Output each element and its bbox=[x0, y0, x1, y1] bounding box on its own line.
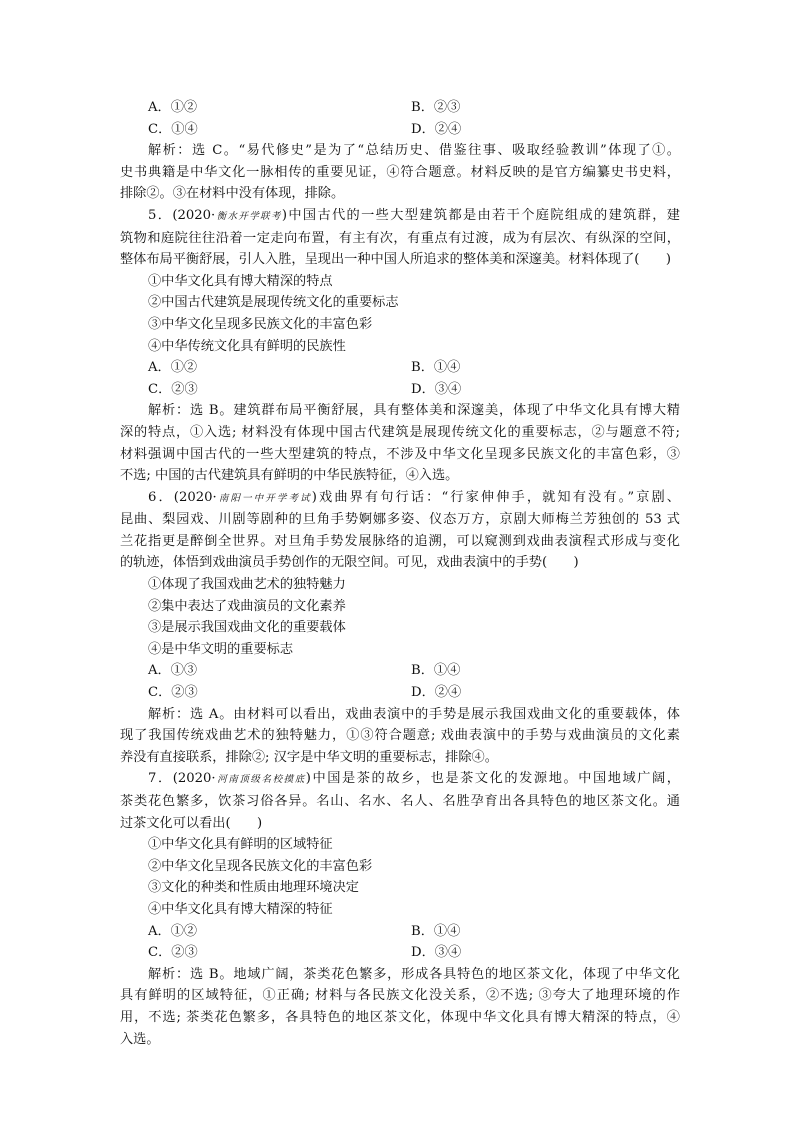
option-b: B．②③ bbox=[411, 100, 461, 115]
option-row bbox=[148, 921, 680, 943]
option-a: A．①② bbox=[148, 923, 198, 939]
question-number: 7．(2020· bbox=[148, 771, 216, 787]
stem-line: 过茶文化可以看出( ) bbox=[120, 815, 263, 831]
statement-item: ④中华文化具有博大精深的特征 bbox=[148, 901, 333, 917]
answer-line: 现了我国传统戏曲艺术的独特魅力，①③符合题意; 戏曲表演中的手势与戏曲演员的文化素 bbox=[120, 728, 680, 744]
stem-text: )中国古代的一些大型建筑都是由若干个庭院组成的建筑群，建 bbox=[281, 207, 680, 223]
answer-line: 用，不选; 茶类花色繁多，各具特色的地区茶文化，体现中华文化具有博大精深的特点，④ bbox=[120, 1009, 680, 1025]
statement-item: ②集中表达了戏曲演员的文化素养 bbox=[148, 598, 346, 614]
stem-line: 茶类花色繁多，饮茶习俗各异。名山、名水、名人、名胜孕育出各具特色的地区茶文化。通 bbox=[120, 794, 680, 809]
option-c: C．①④ bbox=[148, 121, 198, 137]
question-source: 衡水开学联考 bbox=[215, 210, 282, 222]
question-7-stem bbox=[148, 768, 680, 791]
question-5-stem bbox=[148, 205, 680, 228]
statement-item: ④中华传统文化具有鲜明的民族性 bbox=[148, 338, 346, 354]
statement-item: ③是展示我国戏曲文化的重要载体 bbox=[148, 620, 346, 636]
answer-line: 排除②。③在材料中没有体现，排除。 bbox=[120, 186, 345, 202]
option-b: B．①④ bbox=[411, 923, 461, 939]
option-b: B．①④ bbox=[411, 663, 461, 679]
statement-item: ①中华文化具有博大精深的特点 bbox=[148, 273, 333, 289]
option-row bbox=[148, 119, 680, 141]
stem-text: )中国是茶的故乡，也是茶文化的发源地。中国地域广阔， bbox=[305, 771, 680, 787]
option-row bbox=[148, 379, 680, 401]
answer-line: 材料强调中国古代的一些大型建筑的特点，不涉及中华文化呈现多民族文化的丰富色彩，③ bbox=[120, 446, 680, 462]
stem-line: 的轨迹，体悟到戏曲演员手势创作的无限空间。可见，戏曲表演中的手势( ) bbox=[120, 555, 579, 571]
option-row bbox=[148, 682, 680, 704]
answer-line: 解析：选 B。地域广阔，茶类花色繁多，形成各具特色的地区茶文化，体现了中华文化 bbox=[148, 966, 680, 982]
answer-line: 入选。 bbox=[120, 1031, 160, 1047]
question-source: 河南顶级名校摸底 bbox=[215, 774, 306, 786]
option-c: C．②③ bbox=[148, 381, 198, 397]
option-d: D．②④ bbox=[411, 685, 462, 701]
option-row bbox=[148, 942, 680, 964]
answer-line: 解析：选 B。建筑群布局平衡舒展，具有整体美和深邃美，体现了中华文化具有博大精 bbox=[148, 403, 680, 419]
stem-line: 筑物和庭院往往沿着一定走向布置，有主有次，有重点有过渡，成为有层次、有纵深的空间， bbox=[120, 230, 680, 246]
statement-item: ①中华文化具有鲜明的区域特征 bbox=[148, 837, 333, 853]
answer-line: 具有鲜明的区域特征，①正确; 材料与各民族文化没关系，②不选; ③夸大了地理环境的作 bbox=[120, 988, 680, 1004]
option-a: A．①② bbox=[148, 360, 198, 376]
question-source: 南阳一中开学考试 bbox=[216, 492, 312, 504]
stem-line: 昆曲、梨园戏、川剧等剧种的旦角手势婀娜多姿、仪态万方，京剧大师梅兰芳独创的 53 式 bbox=[120, 512, 680, 528]
option-a: A．①② bbox=[148, 100, 198, 115]
stem-line: 兰花指更是醉倒全世界。对旦角手势发展脉络的追溯，可以窥测到戏曲表演程式形成与变化 bbox=[120, 533, 680, 549]
option-d: D．②④ bbox=[411, 121, 462, 137]
question-6-stem bbox=[148, 487, 680, 510]
answer-line: 解析：选 A。由材料可以看出，戏曲表演中的手势是展示我国戏曲文化的重要载体，体 bbox=[148, 706, 680, 722]
option-a: A．①③ bbox=[148, 663, 198, 679]
statement-item: ③文化的种类和性质由地理环境决定 bbox=[148, 880, 359, 896]
option-d: D．③④ bbox=[411, 381, 462, 397]
option-row bbox=[148, 660, 680, 682]
statement-item: ③中华文化呈现多民族文化的丰富色彩 bbox=[148, 316, 373, 332]
option-row bbox=[148, 97, 680, 119]
answer-line: 不选; 中国的古代建筑具有鲜明的中华民族特征，④入选。 bbox=[120, 468, 459, 484]
question-number: 5．(2020· bbox=[148, 207, 216, 223]
answer-line: 养没有直接联系，排除②; 汉字是中华文明的重要标志，排除④。 bbox=[120, 749, 498, 765]
document-page bbox=[120, 97, 680, 1050]
answer-line: 深的特点，①入选; 材料没有体现中国古代建筑是展现传统文化的重要标志，②与题意不符; bbox=[120, 424, 680, 440]
statement-item: ①体现了我国戏曲艺术的独特魅力 bbox=[148, 577, 346, 593]
option-b: B．①④ bbox=[411, 360, 461, 376]
option-c: C．②③ bbox=[148, 945, 198, 961]
answer-line: 史书典籍是中华文化一脉相传的重要见证，④符合题意。材料反映的是官方编纂史书史料， bbox=[120, 164, 680, 180]
answer-line: 解析：选 C。“易代修史”是为了“总结历史、借鉴往事、吸取经验教训”体现了①。 bbox=[148, 143, 680, 159]
statement-item: ②中华文化呈现各民族文化的丰富色彩 bbox=[148, 858, 373, 874]
statement-item: ②中国古代建筑是展现传统文化的重要标志 bbox=[148, 295, 399, 311]
stem-line: 整体布局平衡舒展，引人入胜，呈现出一种中国人所追求的整体美和深邃美。材料体现了( ) bbox=[120, 252, 671, 268]
statement-item: ④是中华文明的重要标志 bbox=[148, 641, 294, 657]
option-row bbox=[148, 357, 680, 379]
stem-text: )戏曲界有句行话：“行家伸伸手，就知有没有。”京剧、 bbox=[311, 489, 680, 505]
question-number: 6．(2020· bbox=[148, 489, 217, 505]
option-c: C．②③ bbox=[148, 685, 198, 701]
option-d: D．③④ bbox=[411, 945, 462, 961]
